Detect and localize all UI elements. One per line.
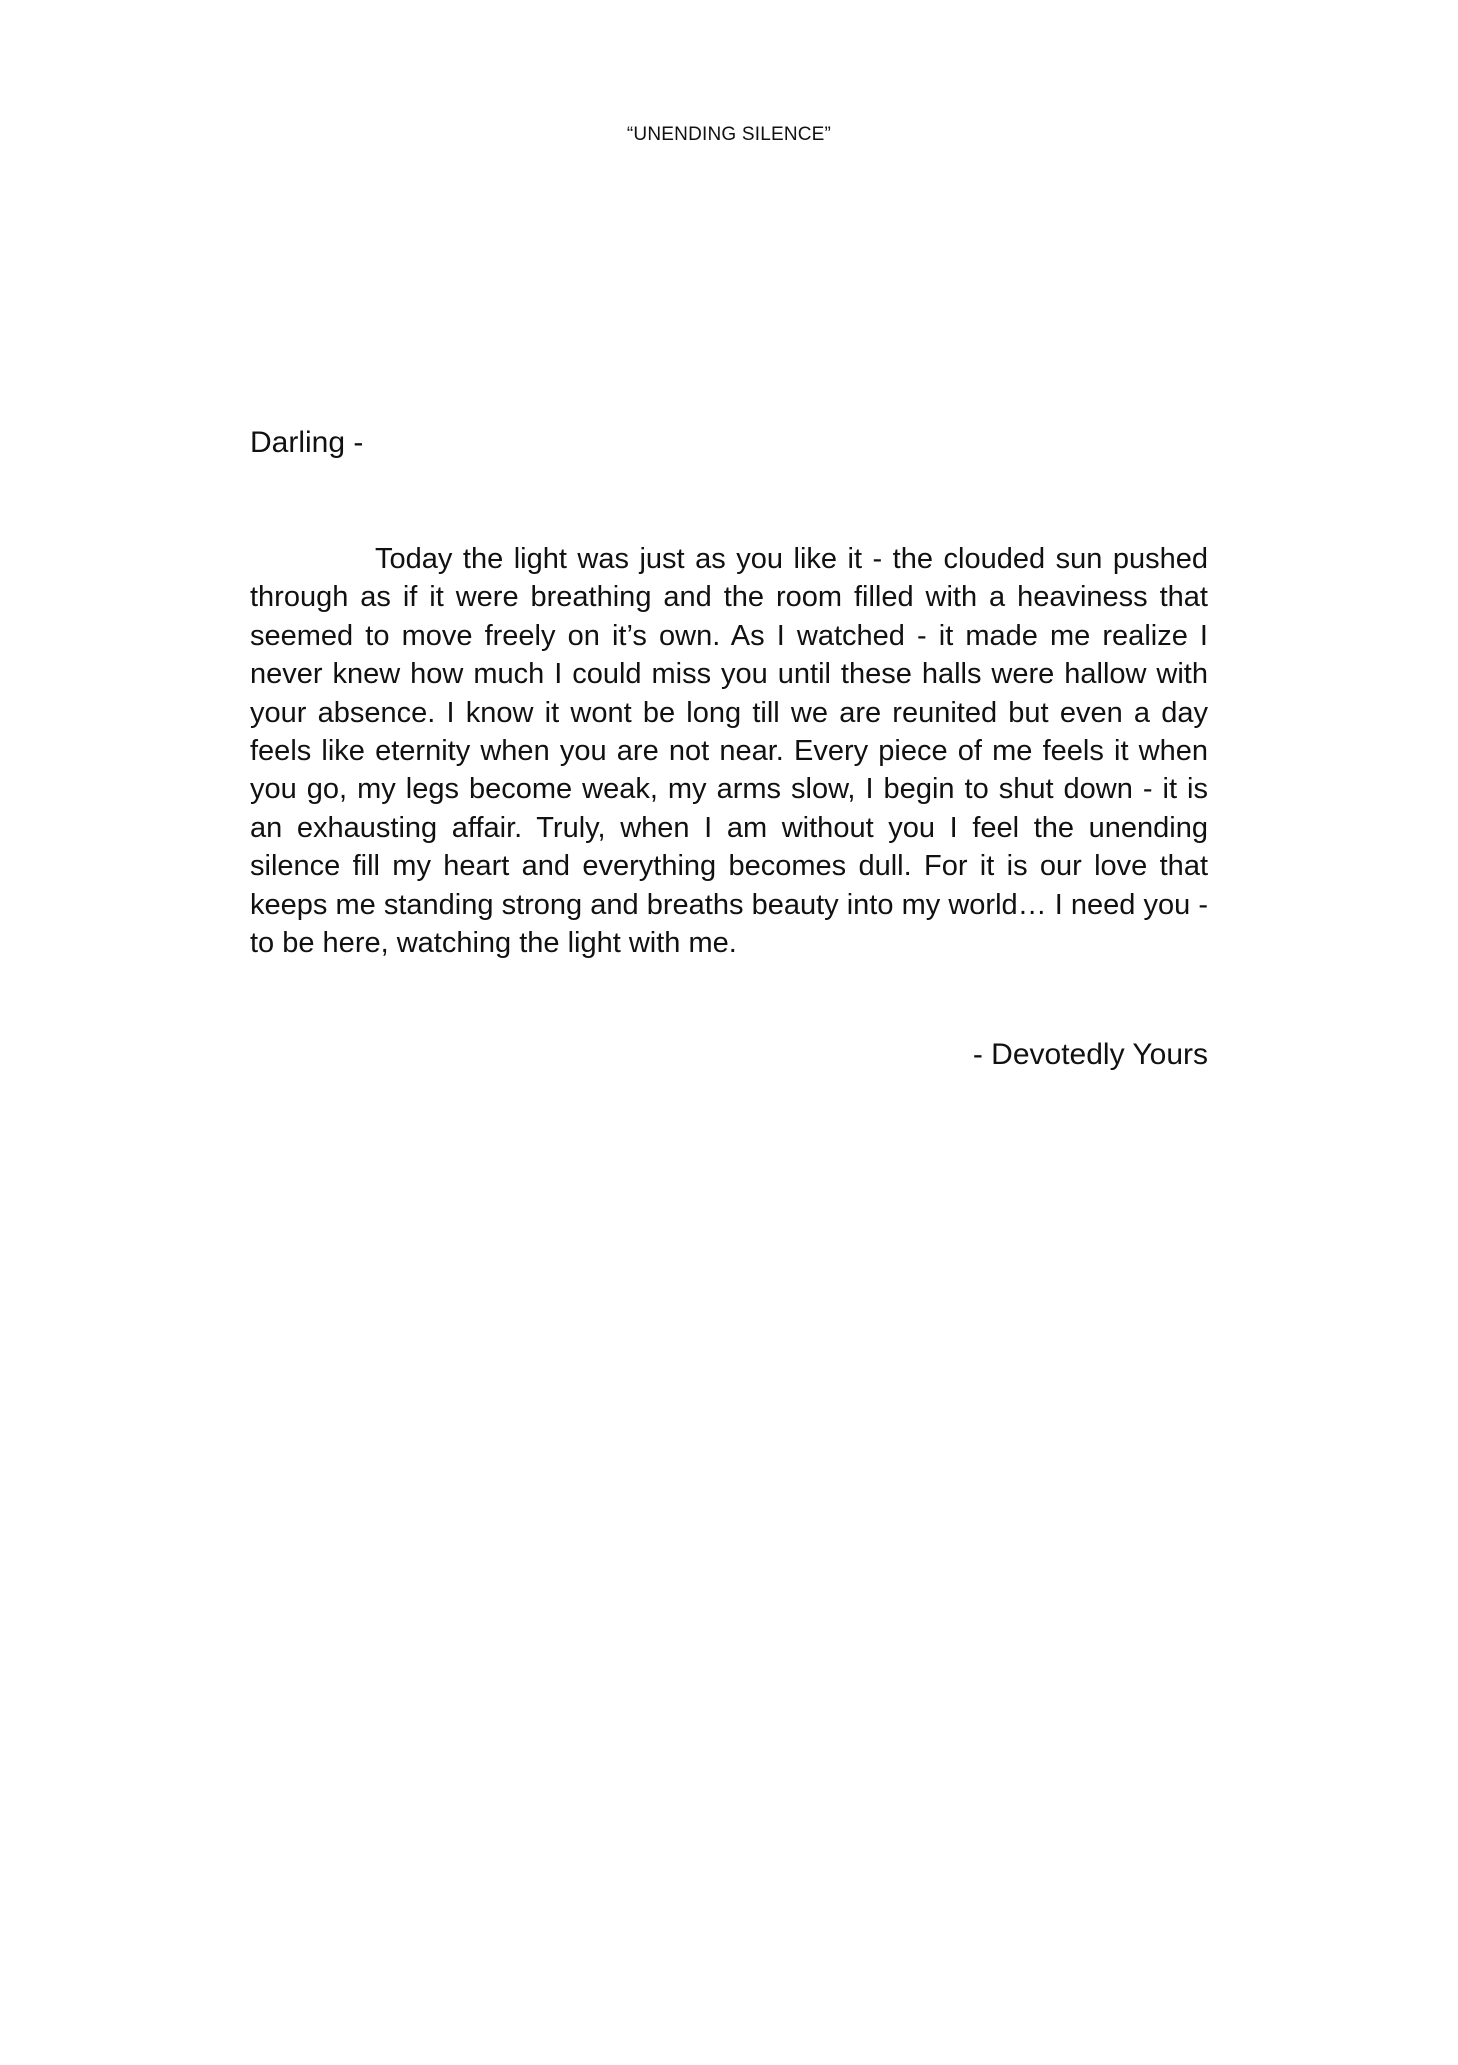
page-header-title: “UNENDING SILENCE”: [626, 124, 832, 145]
letter-signoff: - Devotedly Yours: [972, 1038, 1208, 1071]
letter-body: Today the light was just as you like it - the clouded sun pushed through as if it were breathing and the room filled with a heaviness that seemed to move freely on it’s own. As I watched - it made me realize I never knew how much I could miss you until these halls were hallow with your absence. I know it wont be long till we are reunited but even a day feels like eternity when you are not near. Every piece of me feels it when you go, my legs become weak, my arms slow, I begin to shut down - it is an exhausting affair. Truly, when I am without you I feel the unending silence fill my heart and everything becomes dull. For it is our love that keeps me standing strong and breaths beauty into my world… I need you - to be here, watching the light with me.: [250, 543, 1208, 960]
letter-salutation: Darling -: [250, 426, 364, 459]
